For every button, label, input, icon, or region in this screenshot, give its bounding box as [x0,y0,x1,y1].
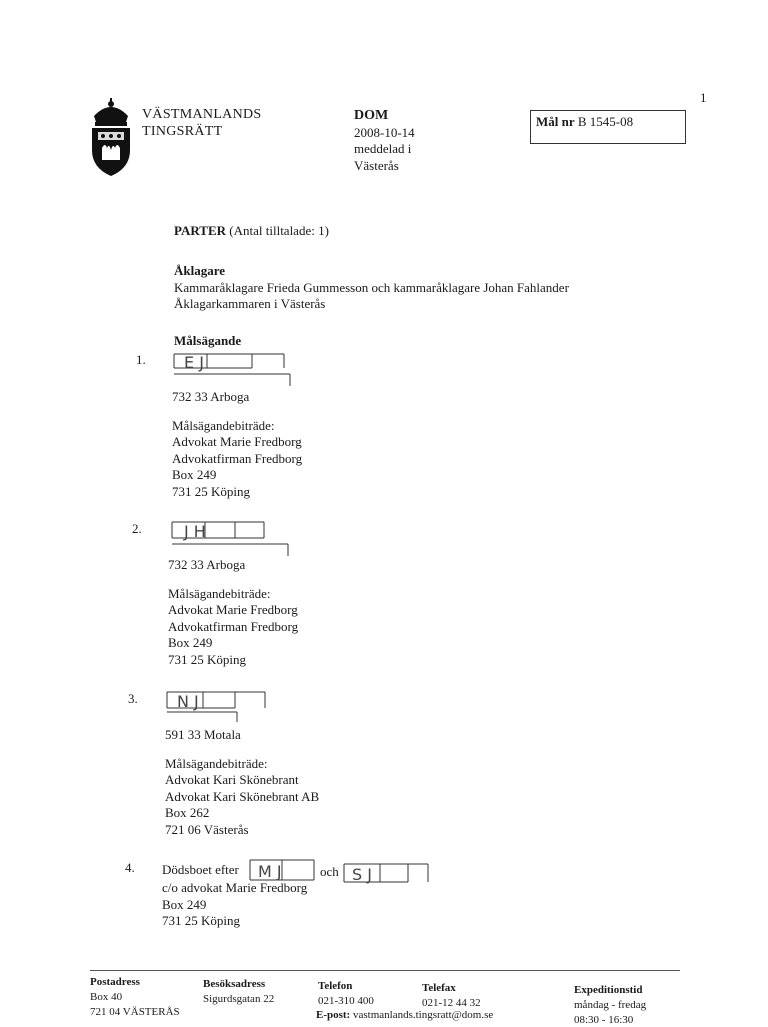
footer-epost [316,1009,493,1022]
parter-note: (Antal tilltalade: 1) [229,223,329,238]
footer-expeditionstid [574,984,646,1027]
estate-prefix: Dödsboet efter [162,862,239,877]
representative-firm: Advokatfirman Fredborg [168,618,299,634]
telefon-number: 021-310 400 [318,995,374,1007]
postal-address: 591 33 Motala [165,727,241,742]
postal-address: 732 33 Arboga [168,557,246,572]
footer-telefax [422,982,481,1010]
telefax-number: 021-12 44 32 [422,997,481,1009]
court-name-line2: TINGSRÄTT [142,124,223,139]
court-name [142,106,262,140]
court-name-line1: VÄSTMANLANDS [142,107,262,122]
representative-box: Box 262 [165,805,210,820]
coat-of-arms-logo [88,98,134,178]
footer-divider [90,970,680,971]
document-status-line1: meddelad i [354,141,412,156]
prosecutor-heading: Åklagare [174,263,226,278]
redaction-box [165,686,275,726]
case-number-value: B 1545-08 [577,114,634,129]
postadress-line2: 721 04 VÄSTERÅS [90,1006,180,1018]
telefon-label: Telefon [318,980,353,992]
care-of-line: c/o advokat Marie Fredborg [162,880,308,895]
parter-label: PARTER [174,223,227,238]
footer-besoksadress [203,978,274,1006]
entry-number: 3. [128,691,138,706]
case-number [536,114,633,131]
document-date: 2008-10-14 [354,124,415,140]
representative-label: Målsägandebiträde: [172,417,275,433]
postal-address: 732 33 Arboga [172,389,250,404]
injured-party-2 [168,557,298,668]
injured-party-1 [172,389,302,500]
footer-postadress [90,976,180,1019]
representative-name: Advokat Kari Skönebrant [165,772,299,787]
epost-value: vastmanlands.tingsratt@dom.se [352,1009,494,1021]
handwritten-initials: E J [184,353,204,372]
besoksadress-line1: Sigurdsgatan 22 [203,993,275,1005]
telefax-label: Telefax [422,982,456,994]
prosecutor-section [174,263,569,313]
expeditionstid-days: måndag - fredag [574,999,647,1011]
prosecutor-line1: Kammaråklagare Frieda Gummesson och kammaråklagare Johan Fahlander [174,279,569,295]
injured-party-3 [165,727,319,838]
handwritten-name-2: S J [352,865,372,884]
postadress-line1: Box 40 [90,991,123,1003]
expeditionstid-label: Expeditionstid [574,984,643,996]
representative-box: Box 249 [162,896,207,912]
document-type: DOM [354,108,389,123]
expeditionstid-hours: 08:30 - 16:30 [574,1014,634,1026]
injured-party-4 [162,880,307,930]
footer-telefon [318,980,374,1008]
redaction-box [172,348,297,388]
representative-city: 731 25 Köping [172,483,250,499]
representative-city: 731 25 Köping [168,651,246,667]
redaction-box [170,516,295,556]
representative-label: Målsägandebiträde: [165,755,268,771]
redaction-box [342,856,432,886]
entry-number: 1. [136,352,146,367]
handwritten-initials: N J [177,692,199,711]
representative-name: Advokat Marie Fredborg [172,434,302,449]
representative-city: 731 25 Köping [162,913,240,928]
representative-label: Målsägandebiträde: [168,585,271,601]
representative-box: Box 249 [168,635,213,650]
besoksadress-label: Besöksadress [203,978,266,990]
entry-4-number: 4. [125,860,135,875]
epost-label: E-post: [316,1009,351,1021]
representative-box: Box 249 [172,467,217,482]
injured-parties-heading: Målsägande [174,333,242,348]
representative-firm: Advokat Kari Skönebrant AB [165,788,320,804]
estate-joiner: och [320,864,339,879]
parter-heading [174,223,329,240]
prosecutor-line2: Åklagarkammaren i Västerås [174,296,326,311]
document-status-line2: Västerås [354,157,399,173]
representative-city: 721 06 Västerås [165,821,249,837]
page-number: 1 [700,90,707,105]
representative-firm: Advokatfirman Fredborg [172,450,303,466]
case-label: Mål nr [536,114,575,129]
handwritten-name-1: M J [258,862,282,881]
handwritten-initials: J H [184,522,206,541]
representative-name: Advokat Marie Fredborg [168,602,298,617]
entry-number: 2. [132,521,142,536]
document-info [354,108,415,174]
postadress-label: Postadress [90,976,140,988]
